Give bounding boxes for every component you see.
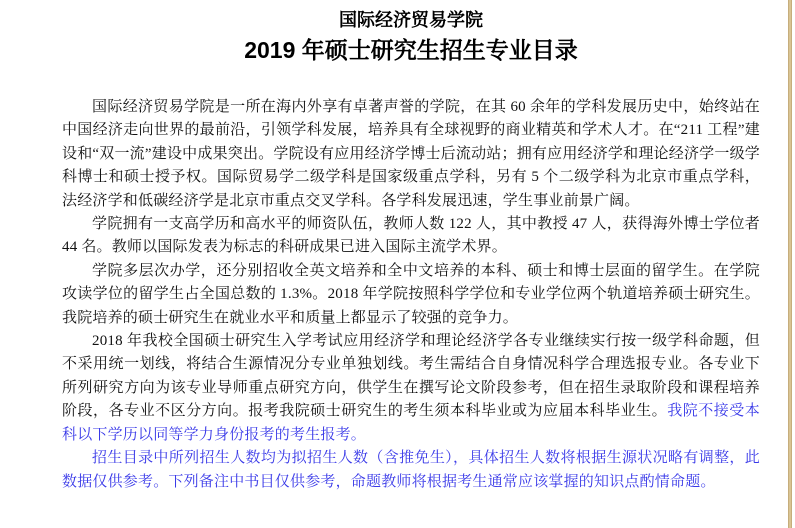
paragraph-text: 学院拥有一支高学历和高水平的师资队伍，教师人数 122 人，其中教授 47 人，获得海外博士学位者 44 名。教师以国际发表为标志的科研成果已进入国际主流学术界。 [62,216,760,256]
page-edge-line [788,0,792,528]
paragraph-text: 学院多层次办学，还分别招收全英文培养和全中文培养的本科、硕士和博士层面的留学生。在学院攻读学位的留学生占全国总数的 1.3%。2018 年学院按照科学学位和专业学位两个轨道培养硕士研究生。我院培养的硕士研究生在就业水平和质量上都显示了较强的竞争力。 [62,262,760,326]
document-body [62,96,760,494]
paragraph-exam-policy [62,330,760,447]
document-content [62,0,760,494]
paragraph-enrollment-note [62,447,760,494]
paragraph-text-blue-note: 招生目录中所列招生人数均为拟招生人数（含推免生），具体招生人数将根据生源状况略有调整，此数据仅供参考。下列备注中书目仅供参考，命题教师将根据考生通常应该掌握的知识点酌情命题。 [62,450,760,490]
paragraph-faculty [62,213,760,260]
paragraph-text: 2018 年我校全国硕士研究生入学考试应用经济学和理论经济学各专业继续实行按一级学科命题，但不采用统一划线，将结合生源情况分专业单独划线。考生需结合自身情况科学合理选报专业。各专业下所列研究方向为该专业导师重点研究方向，供学生在撰写论文阶段参考，但在招生录取阶段和课程培养阶段，各专业不区分方向。报考我院硕士研究生的考生须本科毕业或为应届本科毕业生。 [62,333,760,420]
paragraph-text: 国际经济贸易学院是一所在海内外享有卓著声誉的学院，在其 60 余年的学科发展历史中，始终站在中国经济走向世界的最前沿，引领学科发展，培养具有全球视野的商业精英和学术人才。在“211 工程”建设和“双一流”建设中成果突出。学院设有应用经济学博士后流动站；拥有应用经济学和理论经济学一级学科博士和硕士授予权。国际贸易学二级学科是国家级重点学科，另有 5 个二级学科为北京市重点学科，法经济学和低碳经济学是北京市重点交叉学科。各学科发展迅速，学生事业前景广阔。 [62,99,760,209]
document-title-school: 国际经济贸易学院 [339,10,483,30]
document-title-catalog: 2019 年硕士研究生招生专业目录 [244,37,578,63]
paragraph-programs [62,260,760,330]
paragraph-school-intro [62,96,760,213]
paragraph-text-blue-note: 我院不接受本科以下学历以同等学力身份报考的考生报考。 [62,403,760,443]
